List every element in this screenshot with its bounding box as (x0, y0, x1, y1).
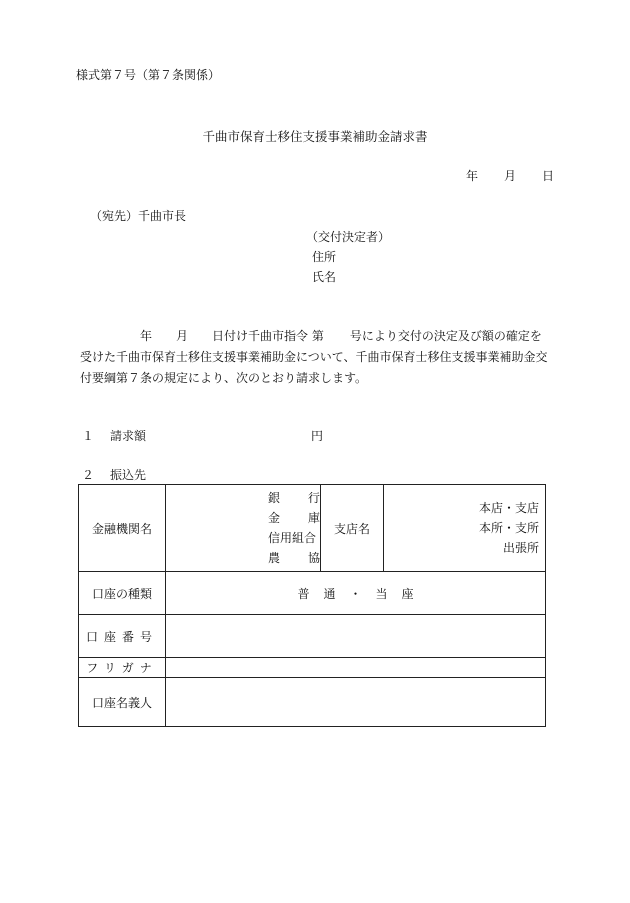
account-type-char: 当 (375, 586, 388, 601)
account-type-field[interactable] (166, 572, 546, 615)
branch-field[interactable] (384, 485, 546, 572)
addressee: （宛先）千曲市長 (90, 209, 187, 223)
account-type-char: 普 (297, 586, 310, 601)
body-line-1 (80, 326, 560, 347)
applicant-heading: （交付決定者） (306, 230, 391, 244)
account-type-char: 通 (323, 586, 336, 601)
body-text-a: 日付け千曲市指令 第 (212, 329, 324, 343)
institution-type-bank: 銀 行 (268, 491, 320, 505)
applicant-block (306, 227, 390, 287)
institution-type-shinkin: 金 庫 (268, 511, 320, 525)
furigana-row (79, 658, 546, 678)
account-number-row (79, 615, 546, 658)
furigana-label: フリガナ (79, 658, 166, 678)
account-holder-row (79, 678, 546, 727)
institution-row (79, 485, 546, 572)
account-type-char: ・ (349, 586, 362, 601)
account-type-row (79, 572, 546, 615)
document-title: 千曲市保育士移住支援事業補助金請求書 (202, 129, 428, 144)
date-month: 月 (504, 169, 517, 183)
section-transfer-destination (82, 466, 146, 483)
bank-account-table (78, 484, 546, 727)
date-line (466, 167, 554, 184)
form-number: 様式第７号（第７条関係） (76, 68, 221, 82)
account-type-label: 口座の種類 (79, 572, 166, 615)
date-year: 年 (466, 169, 479, 183)
name-label: 氏名 (312, 270, 337, 284)
section-claim-amount (82, 427, 324, 444)
body-line-3: 付要綱第７条の規定により、次のとおり請求します。 (80, 371, 368, 385)
furigana-field[interactable] (166, 658, 546, 678)
institution-type-agri-coop: 農 協 (268, 551, 320, 565)
body-text-b: 号により交付の決定及び額の確定を (349, 329, 542, 343)
office-type-sub-office: 出張所 (502, 541, 539, 555)
section1-number: １ (82, 429, 95, 443)
institution-type-credit-union: 信用組合 (268, 531, 317, 545)
office-type-main-branch: 本店・支店 (478, 501, 539, 515)
account-number-field[interactable] (166, 615, 546, 658)
branch-label: 支店名 (321, 485, 384, 572)
date-day: 日 (542, 169, 555, 183)
office-type-main-sub: 本所・支所 (478, 521, 539, 535)
account-type-char: 座 (401, 586, 414, 601)
institution-label: 金融機関名 (79, 485, 166, 572)
address-label: 住所 (312, 250, 337, 264)
account-holder-field[interactable] (166, 678, 546, 727)
request-body (80, 326, 560, 389)
body-year: 年 (140, 329, 153, 343)
account-holder-label: 口座名義人 (79, 678, 166, 727)
institution-field[interactable] (166, 485, 321, 572)
section2-label: 振込先 (110, 468, 147, 482)
body-line-2: 受けた千曲市保育士移住支援事業補助金について、千曲市保育士移住支援事業補助金交 (80, 350, 548, 364)
section1-label: 請求額 (110, 429, 147, 443)
section2-number: ２ (82, 468, 95, 482)
yen-unit: 円 (311, 429, 324, 443)
account-number-label: 口座番号 (79, 615, 166, 658)
body-month: 月 (176, 329, 189, 343)
